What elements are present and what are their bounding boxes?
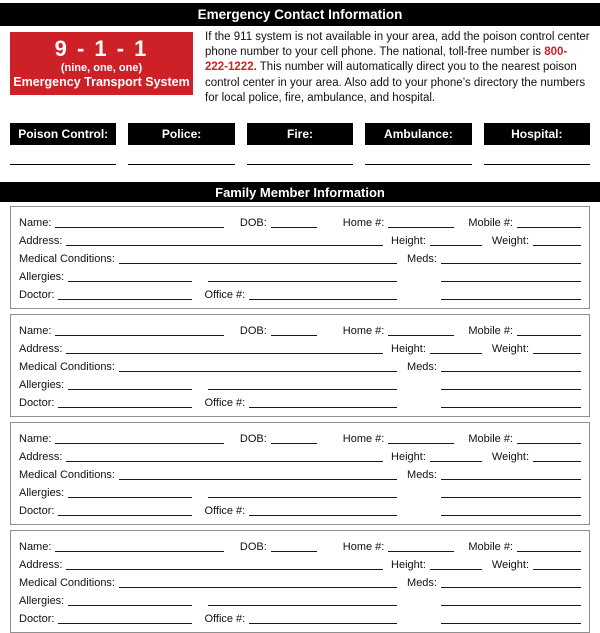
member-row-address [19, 446, 581, 464]
mobile-number-field-line[interactable] [517, 443, 581, 444]
family-member-header-bar [0, 182, 600, 202]
poison-control-label: Poison Control: [18, 127, 109, 142]
member-row-doctor [19, 500, 581, 518]
allergies-label: Allergies: [19, 487, 65, 500]
home-number-label: Home #: [342, 541, 385, 554]
doctor-field-line[interactable] [58, 299, 192, 300]
meds-label: Meds: [407, 361, 437, 374]
meds-field-line[interactable] [441, 263, 581, 264]
office-number-field-line[interactable] [249, 623, 397, 624]
home-number-label: Home #: [342, 217, 385, 230]
emergency-contact-header-bar [0, 3, 600, 26]
hospital-label-box [484, 123, 590, 145]
poison-control-label-box [10, 123, 116, 145]
dob-label: DOB: [239, 217, 267, 230]
weight-label: Weight: [491, 235, 529, 248]
meds-label: Meds: [407, 253, 437, 266]
address-field-line[interactable] [66, 245, 383, 246]
fire-label-box [247, 123, 353, 145]
member-row-address [19, 230, 581, 248]
hospital-field-line[interactable] [484, 164, 590, 165]
allergies-field-line[interactable] [68, 389, 192, 390]
allergies-label: Allergies: [19, 379, 65, 392]
mobile-number-label: Mobile #: [468, 217, 513, 230]
member-row-medical [19, 356, 581, 374]
member-row-identity [19, 536, 581, 554]
member-row-medical [19, 248, 581, 266]
family-member-block [10, 530, 590, 633]
member-row-medical [19, 572, 581, 590]
mobile-number-field-line[interactable] [517, 551, 581, 552]
name-field-line[interactable] [55, 443, 223, 444]
height-label: Height: [391, 559, 426, 572]
doctor-label: Doctor: [19, 397, 55, 410]
fire-field-line[interactable] [247, 164, 353, 165]
ambulance-label: Ambulance: [384, 127, 453, 142]
member-row-identity [19, 320, 581, 338]
weight-field-line[interactable] [533, 461, 581, 462]
home-number-label: Home #: [342, 433, 385, 446]
address-label: Address: [19, 343, 63, 356]
member-row-identity [19, 428, 581, 446]
mobile-number-label: Mobile #: [468, 541, 513, 554]
allergies-field-line[interactable] [68, 605, 192, 606]
mobile-number-label: Mobile #: [468, 433, 513, 446]
family-member-block [10, 206, 590, 309]
weight-field-line[interactable] [533, 569, 581, 570]
family-members-list [10, 206, 590, 633]
mobile-number-field-line[interactable] [517, 227, 581, 228]
nine-one-one-number: 9 - 1 - 1 [54, 36, 149, 61]
address-field-line[interactable] [66, 353, 383, 354]
member-row-identity [19, 212, 581, 230]
office-number-label: Office #: [204, 505, 246, 518]
height-field-line[interactable] [430, 569, 482, 570]
weight-field-line[interactable] [533, 245, 581, 246]
medical-conditions-label: Medical Conditions: [19, 361, 115, 374]
allergies-extra-field-line[interactable] [208, 497, 397, 498]
meds-extra-field-line-2[interactable] [441, 299, 581, 300]
emergency-contact-title: Emergency Contact Information [197, 7, 403, 22]
meds-field-line[interactable] [441, 587, 581, 588]
allergies-label: Allergies: [19, 595, 65, 608]
poison-control-field-line[interactable] [10, 164, 116, 165]
address-field-line[interactable] [66, 569, 383, 570]
office-number-label: Office #: [204, 289, 246, 302]
intro-section [10, 32, 590, 106]
dob-field-line[interactable] [271, 227, 317, 228]
mobile-number-field-line[interactable] [517, 335, 581, 336]
police-field-line[interactable] [128, 164, 234, 165]
emergency-contacts-row [10, 123, 590, 165]
meds-extra-field-line-2[interactable] [441, 623, 581, 624]
name-label: Name: [19, 217, 52, 230]
address-field-line[interactable] [66, 461, 383, 462]
family-member-block [10, 422, 590, 525]
dob-label: DOB: [239, 325, 267, 338]
office-number-field-line[interactable] [249, 407, 397, 408]
allergies-field-line[interactable] [68, 281, 192, 282]
intro-text-after: This number will automatically direct you to the nearest poison control center in your area. Also add to your phone’s directory the numbers for local police, fire, ambulance, and hospital. [205, 61, 586, 104]
medical-conditions-label: Medical Conditions: [19, 577, 115, 590]
family-member-title: Family Member Information [215, 184, 385, 200]
home-number-field-line[interactable] [388, 443, 454, 444]
medical-conditions-field-line[interactable] [119, 587, 397, 588]
office-number-field-line[interactable] [249, 299, 397, 300]
medical-conditions-field-line[interactable] [119, 479, 397, 480]
allergies-label: Allergies: [19, 271, 65, 284]
height-label: Height: [391, 343, 426, 356]
allergies-extra-field-line[interactable] [208, 389, 397, 390]
contact-column-hospital [484, 123, 590, 165]
allergies-extra-field-line[interactable] [208, 281, 397, 282]
member-row-allergies [19, 590, 581, 608]
fire-label: Fire: [286, 127, 313, 142]
meds-extra-field-line-2[interactable] [441, 407, 581, 408]
office-number-label: Office #: [204, 397, 246, 410]
height-label: Height: [391, 451, 426, 464]
height-field-line[interactable] [430, 353, 482, 354]
name-label: Name: [19, 325, 52, 338]
doctor-field-line[interactable] [58, 515, 192, 516]
address-label: Address: [19, 559, 63, 572]
weight-field-line[interactable] [533, 353, 581, 354]
member-row-doctor [19, 608, 581, 626]
meds-label: Meds: [407, 577, 437, 590]
dob-label: DOB: [239, 541, 267, 554]
meds-extra-field-line-1[interactable] [441, 389, 581, 390]
police-label-box [128, 123, 234, 145]
mobile-number-label: Mobile #: [468, 325, 513, 338]
dob-label: DOB: [239, 433, 267, 446]
home-number-field-line[interactable] [388, 551, 454, 552]
meds-extra-field-line-1[interactable] [441, 605, 581, 606]
nine-one-one-words: (nine, one, one) [60, 62, 143, 74]
hospital-label: Hospital: [511, 127, 563, 142]
meds-label: Meds: [407, 469, 437, 482]
meds-extra-field-line-2[interactable] [441, 515, 581, 516]
office-number-label: Office #: [204, 613, 246, 626]
weight-label: Weight: [491, 343, 529, 356]
name-field-line[interactable] [55, 335, 223, 336]
member-row-allergies [19, 266, 581, 284]
weight-label: Weight: [491, 559, 529, 572]
name-field-line[interactable] [55, 551, 223, 552]
member-row-allergies [19, 374, 581, 392]
name-field-line[interactable] [55, 227, 223, 228]
allergies-field-line[interactable] [68, 497, 192, 498]
doctor-field-line[interactable] [58, 623, 192, 624]
dob-field-line[interactable] [271, 335, 317, 336]
poison-control-phone-number: 800-222-1222. [205, 46, 568, 74]
address-label: Address: [19, 235, 63, 248]
contact-column-fire [247, 123, 353, 165]
member-row-address [19, 554, 581, 572]
police-label: Police: [161, 127, 202, 142]
doctor-field-line[interactable] [58, 407, 192, 408]
height-label: Height: [391, 235, 426, 248]
dob-field-line[interactable] [271, 443, 317, 444]
allergies-extra-field-line[interactable] [208, 605, 397, 606]
doctor-label: Doctor: [19, 613, 55, 626]
nine-one-one-box [10, 32, 193, 95]
doctor-label: Doctor: [19, 505, 55, 518]
contact-column-ambulance [365, 123, 471, 165]
office-number-field-line[interactable] [249, 515, 397, 516]
home-number-label: Home #: [342, 325, 385, 338]
meds-extra-field-line-1[interactable] [441, 497, 581, 498]
contact-column-poison-control [10, 123, 116, 165]
medical-conditions-field-line[interactable] [119, 371, 397, 372]
ambulance-field-line[interactable] [365, 164, 471, 165]
member-row-doctor [19, 392, 581, 410]
meds-extra-field-line-1[interactable] [441, 281, 581, 282]
doctor-label: Doctor: [19, 289, 55, 302]
contact-column-police [128, 123, 234, 165]
name-label: Name: [19, 541, 52, 554]
medical-conditions-field-line[interactable] [119, 263, 397, 264]
height-field-line[interactable] [430, 245, 482, 246]
intro-paragraph [205, 30, 590, 106]
address-label: Address: [19, 451, 63, 464]
family-member-block [10, 314, 590, 417]
meds-field-line[interactable] [441, 371, 581, 372]
dob-field-line[interactable] [271, 551, 317, 552]
nine-one-one-subtitle: Emergency Transport System [13, 75, 190, 89]
meds-field-line[interactable] [441, 479, 581, 480]
home-number-field-line[interactable] [388, 227, 454, 228]
member-row-address [19, 338, 581, 356]
name-label: Name: [19, 433, 52, 446]
weight-label: Weight: [491, 451, 529, 464]
home-number-field-line[interactable] [388, 335, 454, 336]
intro-text-before: If the 911 system is not available in your area, add the poison control center phone number to your cell phone. The national, toll-free number is [205, 31, 590, 59]
member-row-allergies [19, 482, 581, 500]
ambulance-label-box [365, 123, 471, 145]
member-row-medical [19, 464, 581, 482]
medical-conditions-label: Medical Conditions: [19, 469, 115, 482]
height-field-line[interactable] [430, 461, 482, 462]
member-row-doctor [19, 284, 581, 302]
medical-conditions-label: Medical Conditions: [19, 253, 115, 266]
